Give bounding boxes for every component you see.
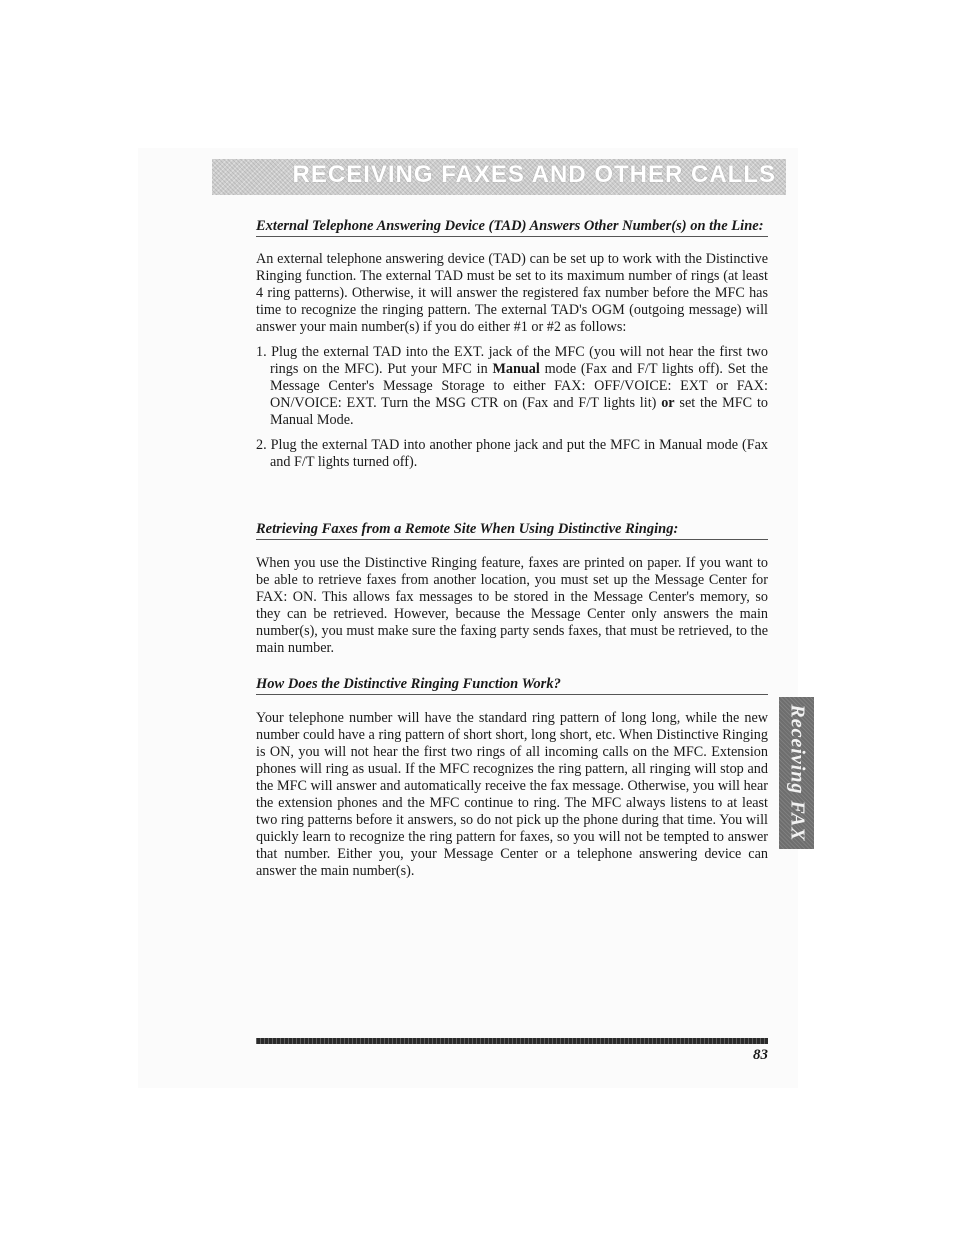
- side-tab-label: Receiving FAX: [786, 704, 808, 842]
- chapter-title: RECEIVING FAXES AND OTHER CALLS: [292, 161, 776, 188]
- section-tad: [256, 218, 768, 471]
- tad-step-1-text-c: set the MFC to Manual Mode.: [270, 395, 768, 428]
- tad-step-1: [256, 344, 768, 429]
- retrieving-paragraph: When you use the Distinctive Ringing feature, faxes are printed on paper. If you want to be able to retrieve faxes from another location, you must set up the Message Center for FAX: ON. This allows fax messages to be stored in the Message Center's memory, so they can be retrieved. However, because the Message Center only answers the main number(s), you must make sure the faxing party sends faxes, that must be retrieved, to the main number.: [256, 555, 768, 656]
- tad-step-1-text-a: 1. Plug the external TAD into the EXT. jack of the MFC (you will not hear the first two rings on the MFC). Put your MFC in: [256, 344, 768, 377]
- tad-intro-paragraph: An external telephone answering device (TAD) can be set up to work with the Distinctive Ringing function. The external TAD must be set to its maximum number of rings (at least 4 ring patterns). Otherwise, it will answer the registered fax number before the MFC has time to recognize the ringing pattern. The external TAD's OGM (outgoing message) will answer your main number(s) if you do either #1 or #2 as follows:: [256, 251, 768, 335]
- page-number: 83: [753, 1047, 768, 1063]
- section-retrieving: [256, 521, 768, 657]
- manual-mode-emphasis: Manual: [492, 361, 540, 377]
- footer-rule: [256, 1038, 768, 1044]
- or-emphasis: or: [661, 395, 675, 411]
- tad-step-2: 2. Plug the external TAD into another phone jack and put the MFC in Manual mode (Fax and F/T lights turned off).: [256, 437, 768, 470]
- tad-step-1-text-b: mode (Fax and F/T lights off). Set the Message Center's Message Storage to either FAX: OFF/VOICE: EXT or FAX: ON/VOICE: EXT. Turn the MSG CTR on (Fax and F/T lights lit): [270, 361, 769, 411]
- section-heading-retrieving: Retrieving Faxes from a Remote Site When Using Distinctive Ringing:: [256, 521, 768, 540]
- section-heading-tad: External Telephone Answering Device (TAD) Answers Other Number(s) on the Line:: [256, 218, 768, 237]
- how-paragraph: Your telephone number will have the standard ring pattern of long long, while the new number could have a ring pattern of short short, long short, etc. When Distinctive Ringing is ON, you will not hear the first two rings of all incoming calls on the MFC. Extension phones will ring as usual. If the MFC recognizes the ring pattern, all ringing will stop and the MFC will answer and automatically receive the fax message. Otherwise, you will hear the extension phones and the MFC continue to ring. The MFC always listens to at least two ring patterns before it answers, so do not pick up the phone during that time. You will quickly learn to recognize the ring pattern for faxes, so you will not be tempted to answer that number. Either you, your Message Center or a telephone answering device can answer the main number(s).: [256, 710, 768, 879]
- chapter-header-band: [212, 159, 786, 195]
- chapter-side-tab: [779, 697, 814, 849]
- section-how: [256, 676, 768, 880]
- section-heading-how: How Does the Distinctive Ringing Function Work?: [256, 676, 768, 695]
